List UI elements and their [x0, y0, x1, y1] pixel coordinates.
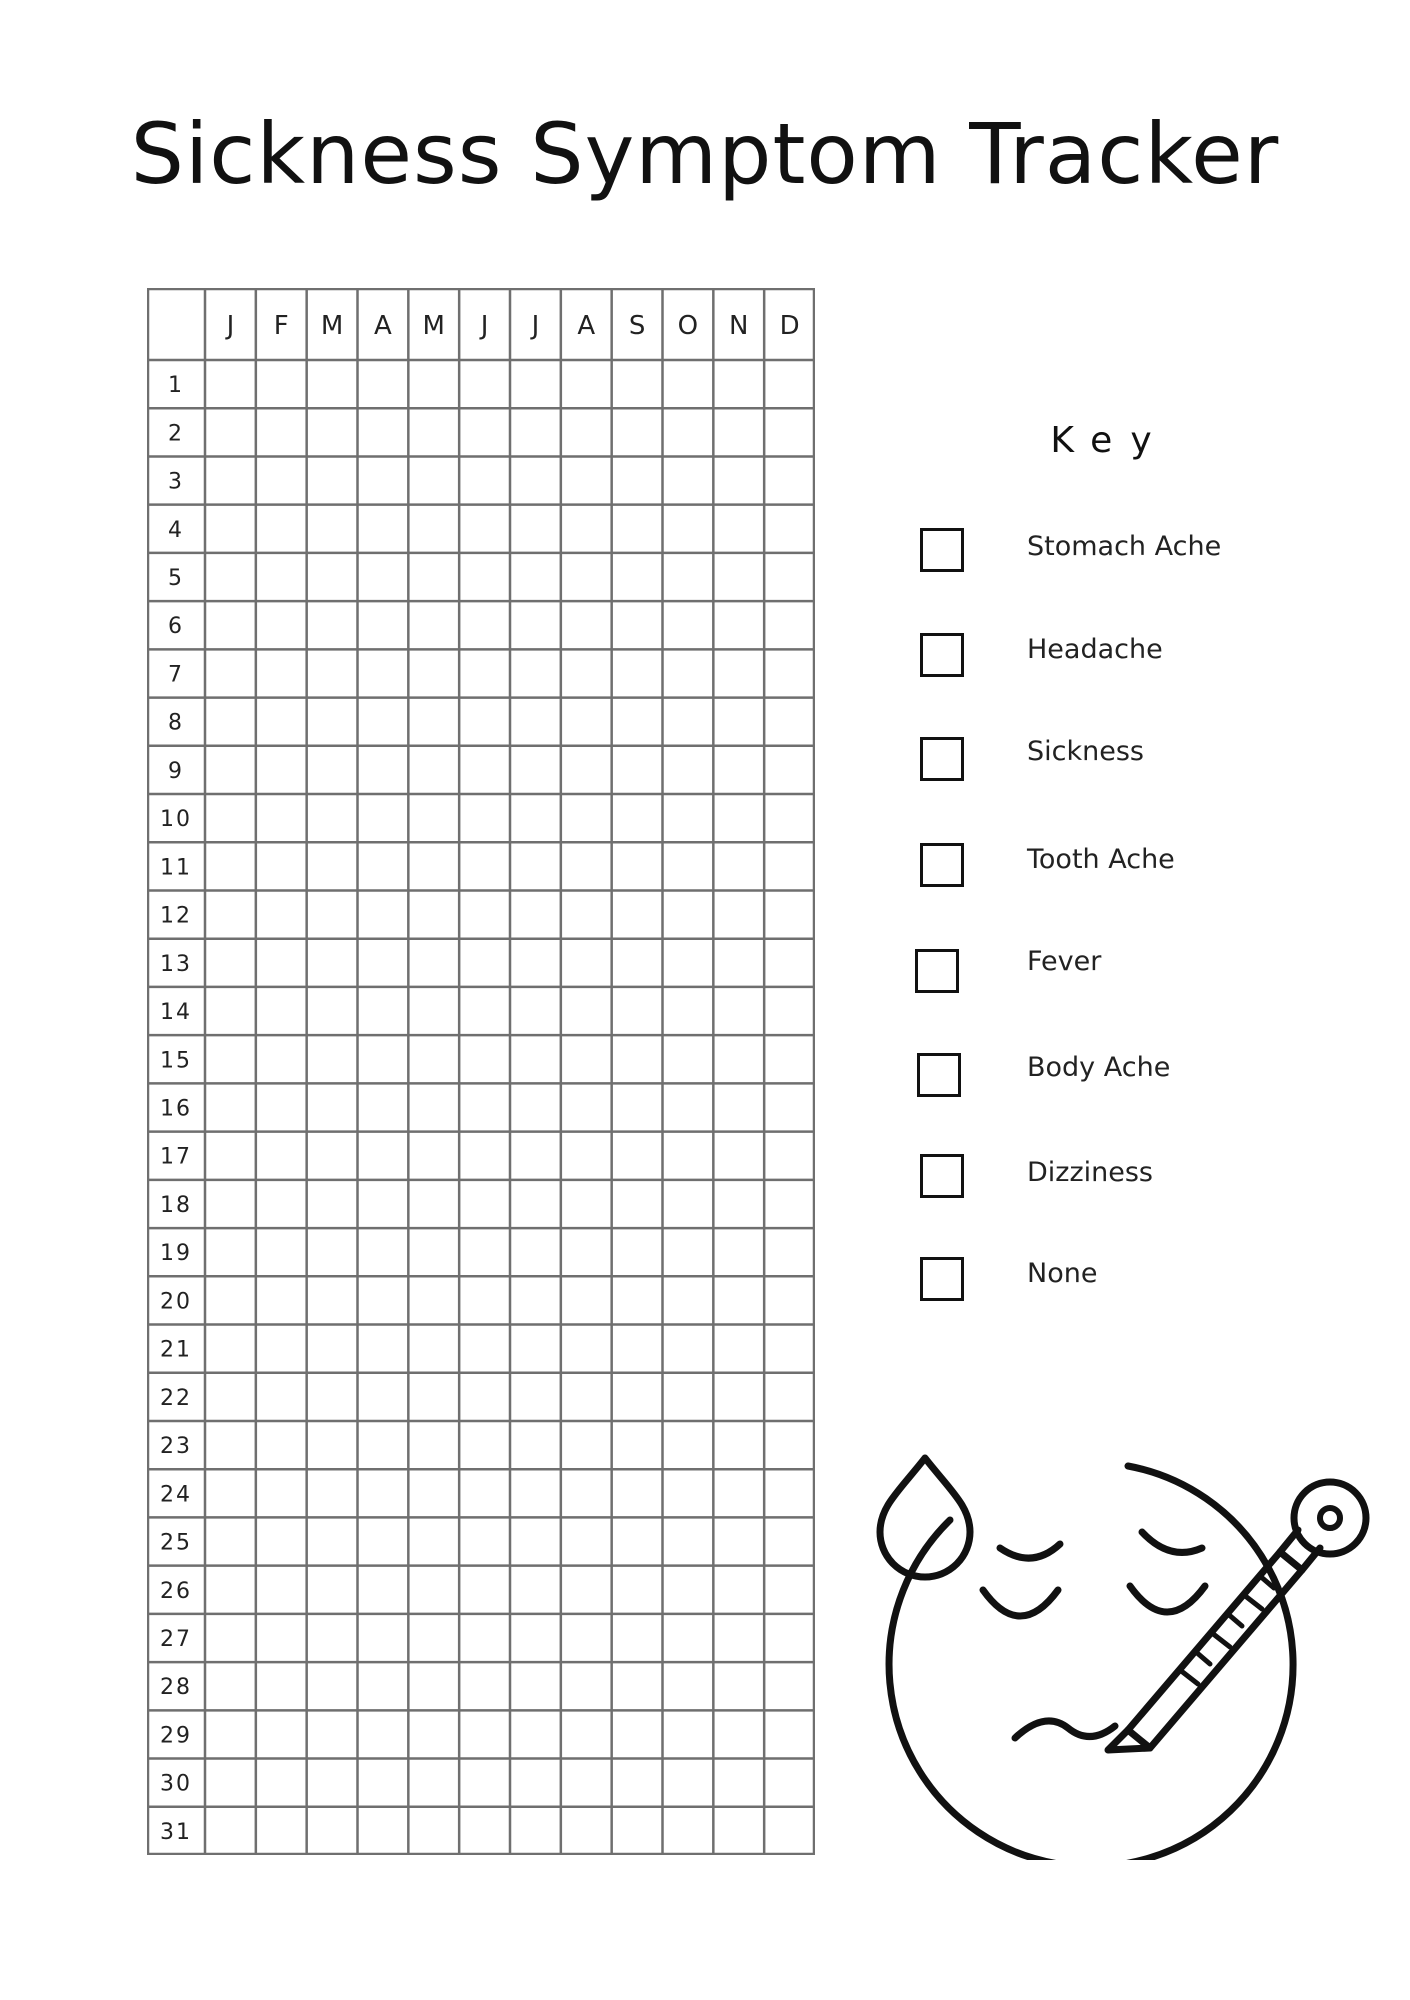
month-header: J: [226, 311, 235, 341]
tracker-cell[interactable]: [256, 1566, 307, 1614]
tracker-cell[interactable]: [307, 456, 358, 504]
day-label: 23: [160, 1434, 192, 1460]
key-item-fever: [0, 946, 1410, 1009]
month-header: M: [320, 311, 344, 341]
tracker-cell[interactable]: [510, 360, 561, 408]
tracker-cell[interactable]: [307, 1614, 358, 1662]
tracker-cell[interactable]: [612, 1662, 663, 1710]
tracker-cell[interactable]: [510, 794, 561, 842]
day-label: 2: [168, 421, 184, 447]
tracker-cell[interactable]: [408, 1566, 459, 1614]
tracker-cell[interactable]: [713, 408, 764, 456]
tracker-cell[interactable]: [459, 1469, 510, 1517]
tracker-cell[interactable]: [764, 1566, 815, 1614]
tracker-cell[interactable]: [205, 1325, 256, 1373]
tracker-cell[interactable]: [358, 794, 409, 842]
tracker-cell[interactable]: [510, 456, 561, 504]
month-header: M: [422, 311, 445, 341]
tracker-cell[interactable]: [663, 1469, 714, 1517]
tracker-cell[interactable]: [764, 1469, 815, 1517]
tracker-cell[interactable]: [205, 360, 256, 408]
tracker-cell[interactable]: [561, 1710, 612, 1758]
tracker-cell[interactable]: [408, 360, 459, 408]
tracker-cell[interactable]: [358, 360, 409, 408]
day-label: 28: [160, 1675, 192, 1701]
tracker-cell[interactable]: [561, 1566, 612, 1614]
tracker-cell[interactable]: [459, 1517, 510, 1565]
key-label: Headache: [1027, 634, 1163, 665]
tracker-cell[interactable]: [205, 408, 256, 456]
day-label: 21: [160, 1337, 192, 1363]
tracker-cell[interactable]: [612, 1421, 663, 1469]
tracker-cell[interactable]: [256, 1710, 307, 1758]
tracker-cell[interactable]: [713, 1662, 764, 1710]
day-label: 31: [160, 1819, 192, 1845]
tracker-cell[interactable]: [663, 1325, 714, 1373]
tracker-cell[interactable]: [459, 1614, 510, 1662]
tracker-cell[interactable]: [663, 1662, 714, 1710]
tracker-cell[interactable]: [408, 794, 459, 842]
tracker-cell[interactable]: [764, 1421, 815, 1469]
tracker-cell[interactable]: [663, 456, 714, 504]
tracker-cell[interactable]: [408, 1662, 459, 1710]
tracker-cell[interactable]: [663, 1807, 714, 1855]
tracker-cell[interactable]: [764, 1710, 815, 1758]
key-label: Fever: [1027, 946, 1102, 977]
tracker-cell[interactable]: [307, 1421, 358, 1469]
tracker-cell[interactable]: [459, 1662, 510, 1710]
tracker-cell[interactable]: [256, 1421, 307, 1469]
tracker-cell[interactable]: [307, 408, 358, 456]
tracker-cell[interactable]: [459, 1325, 510, 1373]
tracker-cell[interactable]: [561, 360, 612, 408]
tracker-cell[interactable]: [307, 1807, 358, 1855]
day-label: 17: [160, 1144, 192, 1170]
tracker-cell[interactable]: [764, 1373, 815, 1421]
month-header: J: [480, 311, 489, 341]
tracker-cell[interactable]: [205, 1421, 256, 1469]
tracker-cell[interactable]: [307, 1469, 358, 1517]
key-item-dizziness: [0, 1154, 1410, 1214]
tracker-cell[interactable]: [408, 1710, 459, 1758]
tracker-cell[interactable]: [663, 1566, 714, 1614]
tracker-cell[interactable]: [510, 1325, 561, 1373]
tracker-cell[interactable]: [612, 1469, 663, 1517]
tracker-cell[interactable]: [713, 1566, 764, 1614]
tracker-cell[interactable]: [612, 408, 663, 456]
key-checkbox[interactable]: [920, 843, 964, 887]
day-label: 4: [168, 517, 184, 543]
tracker-cell[interactable]: [205, 1614, 256, 1662]
tracker-cell[interactable]: [358, 1373, 409, 1421]
tracker-cell[interactable]: [205, 1517, 256, 1565]
sweat-drop-icon: [880, 1458, 970, 1577]
day-label: 14: [160, 1000, 192, 1026]
day-label: 27: [160, 1626, 192, 1652]
day-label: 29: [160, 1723, 192, 1749]
sick-face-with-thermometer-icon: [860, 1420, 1380, 1860]
tracker-cell[interactable]: [713, 1469, 764, 1517]
key-checkbox[interactable]: [915, 949, 959, 993]
tracker-cell[interactable]: [205, 1373, 256, 1421]
tracker-cell[interactable]: [561, 1421, 612, 1469]
tracker-cell[interactable]: [205, 1807, 256, 1855]
tracker-cell[interactable]: [358, 408, 409, 456]
tracker-cell[interactable]: [713, 1759, 764, 1807]
key-item-stomach-ache: [0, 528, 1410, 588]
day-label: 11: [160, 855, 192, 881]
day-label: 16: [160, 1096, 192, 1122]
tracker-cell[interactable]: [256, 1517, 307, 1565]
tracker-cell[interactable]: [459, 1759, 510, 1807]
tracker-cell[interactable]: [612, 1614, 663, 1662]
tracker-cell[interactable]: [612, 1325, 663, 1373]
tracker-cell[interactable]: [764, 1662, 815, 1710]
tracker-cell[interactable]: [510, 408, 561, 456]
tracker-cell[interactable]: [256, 1759, 307, 1807]
tracker-cell[interactable]: [205, 1566, 256, 1614]
tracker-cell[interactable]: [408, 1759, 459, 1807]
tracker-cell[interactable]: [663, 794, 714, 842]
tracker-cell[interactable]: [358, 1614, 409, 1662]
tracker-cell[interactable]: [713, 1325, 764, 1373]
tracker-cell[interactable]: [764, 1325, 815, 1373]
key-label: Stomach Ache: [1027, 531, 1222, 562]
tracker-cell[interactable]: [205, 456, 256, 504]
tracker-cell[interactable]: [358, 1517, 409, 1565]
key-title: Key: [1050, 420, 1170, 461]
tracker-cell[interactable]: [510, 1517, 561, 1565]
tracker-cell[interactable]: [510, 1807, 561, 1855]
tracker-cell[interactable]: [459, 1807, 510, 1855]
tracker-cell[interactable]: [307, 1566, 358, 1614]
tracker-cell[interactable]: [713, 1421, 764, 1469]
tracker-cell[interactable]: [663, 1517, 714, 1565]
tracker-cell[interactable]: [358, 1325, 409, 1373]
key-item-none: [0, 1257, 1410, 1317]
tracker-cell[interactable]: [510, 1421, 561, 1469]
month-header: J: [531, 311, 540, 341]
day-label: 12: [160, 903, 192, 929]
day-label: 7: [168, 662, 184, 688]
day-label: 10: [160, 807, 192, 833]
tracker-cell[interactable]: [663, 408, 714, 456]
tracker-cell[interactable]: [713, 1517, 764, 1565]
tracker-cell[interactable]: [256, 1807, 307, 1855]
tracker-cell[interactable]: [612, 1807, 663, 1855]
tracker-cell[interactable]: [713, 456, 764, 504]
day-label: 13: [160, 951, 192, 977]
tracker-cell[interactable]: [408, 1325, 459, 1373]
tracker-cell[interactable]: [358, 1807, 409, 1855]
day-label: 8: [168, 710, 184, 736]
month-header: O: [677, 311, 699, 341]
key-label: Tooth Ache: [1027, 844, 1175, 875]
key-item-headache: [0, 633, 1410, 693]
tracker-cell[interactable]: [256, 794, 307, 842]
tracker-cell[interactable]: [358, 456, 409, 504]
key-item-sickness: [0, 737, 1410, 797]
day-label: 9: [168, 758, 184, 784]
tracker-cell[interactable]: [561, 1373, 612, 1421]
tracker-cell[interactable]: [256, 1373, 307, 1421]
tracker-cell[interactable]: [510, 1373, 561, 1421]
tracker-cell[interactable]: [459, 1373, 510, 1421]
tracker-cell[interactable]: [408, 1807, 459, 1855]
tracker-cell[interactable]: [510, 1566, 561, 1614]
tracker-cell[interactable]: [358, 1710, 409, 1758]
day-label: 18: [160, 1192, 192, 1218]
tracker-cell[interactable]: [307, 1373, 358, 1421]
tracker-cell[interactable]: [764, 1759, 815, 1807]
key-item-body-ache: [0, 1053, 1410, 1113]
tracker-cell[interactable]: [561, 1517, 612, 1565]
tracker-cell[interactable]: [764, 1517, 815, 1565]
tracker-cell[interactable]: [764, 1614, 815, 1662]
tracker-cell[interactable]: [612, 794, 663, 842]
tracker-cell[interactable]: [612, 1566, 663, 1614]
tracker-cell[interactable]: [561, 1807, 612, 1855]
tracker-cell[interactable]: [663, 1710, 714, 1758]
day-label: 30: [160, 1771, 192, 1797]
tracker-cell[interactable]: [663, 1421, 714, 1469]
tracker-cell[interactable]: [459, 456, 510, 504]
tracker-cell[interactable]: [510, 1710, 561, 1758]
key-item-tooth-ache: [0, 843, 1410, 903]
tracker-cell[interactable]: [663, 1759, 714, 1807]
tracker-cell[interactable]: [459, 1421, 510, 1469]
tracker-cell[interactable]: [307, 794, 358, 842]
tracker-cell[interactable]: [307, 360, 358, 408]
tracker-cell[interactable]: [612, 456, 663, 504]
tracker-cell[interactable]: [408, 1373, 459, 1421]
month-header: N: [729, 311, 749, 341]
tracker-cell[interactable]: [307, 1759, 358, 1807]
day-label: 19: [160, 1241, 192, 1267]
tracker-cell[interactable]: [358, 1759, 409, 1807]
tracker-cell[interactable]: [358, 1662, 409, 1710]
tracker-cell[interactable]: [561, 456, 612, 504]
tracker-cell[interactable]: [663, 360, 714, 408]
tracker-cell[interactable]: [459, 408, 510, 456]
month-header: A: [374, 311, 392, 341]
tracker-cell[interactable]: [713, 360, 764, 408]
tracker-cell[interactable]: [612, 360, 663, 408]
tracker-cell[interactable]: [205, 1710, 256, 1758]
tracker-cell[interactable]: [408, 408, 459, 456]
key-label: Sickness: [1027, 736, 1144, 767]
tracker-cell[interactable]: [459, 360, 510, 408]
key-checkbox[interactable]: [920, 528, 964, 572]
tracker-cell[interactable]: [612, 1710, 663, 1758]
tracker-cell[interactable]: [459, 1710, 510, 1758]
tracker-cell[interactable]: [358, 1566, 409, 1614]
tracker-cell[interactable]: [713, 1373, 764, 1421]
key-label: None: [1027, 1258, 1098, 1289]
tracker-cell[interactable]: [713, 1807, 764, 1855]
key-checkbox[interactable]: [920, 737, 964, 781]
tracker-cell[interactable]: [459, 1566, 510, 1614]
tracker-cell[interactable]: [612, 1759, 663, 1807]
day-label: 24: [160, 1482, 192, 1508]
day-label: 3: [168, 469, 184, 495]
tracker-cell[interactable]: [510, 1662, 561, 1710]
key-label: Dizziness: [1027, 1157, 1153, 1188]
tracker-cell[interactable]: [764, 408, 815, 456]
tracker-cell[interactable]: [307, 1710, 358, 1758]
tracker-cell[interactable]: [713, 1614, 764, 1662]
tracker-cell[interactable]: [561, 1759, 612, 1807]
day-label: 15: [160, 1048, 192, 1074]
tracker-cell[interactable]: [612, 1373, 663, 1421]
month-header: S: [628, 311, 646, 341]
tracker-cell[interactable]: [256, 1614, 307, 1662]
month-header: F: [273, 311, 289, 341]
tracker-cell[interactable]: [408, 1517, 459, 1565]
tracker-cell[interactable]: [358, 1469, 409, 1517]
key-checkbox[interactable]: [920, 633, 964, 677]
tracker-cell[interactable]: [561, 1325, 612, 1373]
tracker-cell[interactable]: [307, 1517, 358, 1565]
tracker-cell[interactable]: [612, 1517, 663, 1565]
tracker-cell[interactable]: [459, 794, 510, 842]
tracker-cell[interactable]: [764, 794, 815, 842]
tracker-cell[interactable]: [408, 1421, 459, 1469]
tracker-cell[interactable]: [764, 456, 815, 504]
day-label: 25: [160, 1530, 192, 1556]
tracker-cell[interactable]: [561, 794, 612, 842]
tracker-cell[interactable]: [408, 1469, 459, 1517]
tracker-cell[interactable]: [713, 794, 764, 842]
day-label: 20: [160, 1289, 192, 1315]
key-checkbox[interactable]: [920, 1154, 964, 1198]
tracker-cell[interactable]: [764, 1807, 815, 1855]
key-checkbox[interactable]: [917, 1053, 961, 1097]
tracker-cell[interactable]: [510, 1614, 561, 1662]
page-title: Sickness Symptom Tracker: [130, 105, 1280, 203]
month-header: D: [779, 311, 800, 341]
tracker-cell[interactable]: [663, 1614, 714, 1662]
tracker-cell[interactable]: [256, 360, 307, 408]
tracker-cell[interactable]: [205, 1469, 256, 1517]
tracker-cell[interactable]: [205, 1662, 256, 1710]
tracker-cell[interactable]: [663, 1373, 714, 1421]
day-label: 5: [168, 566, 184, 592]
tracker-cell[interactable]: [561, 1614, 612, 1662]
tracker-cell[interactable]: [256, 1469, 307, 1517]
key-checkbox[interactable]: [920, 1257, 964, 1301]
tracker-cell[interactable]: [205, 794, 256, 842]
tracker-cell[interactable]: [764, 360, 815, 408]
tracker-cell[interactable]: [510, 1469, 561, 1517]
day-label: 22: [160, 1385, 192, 1411]
tracker-cell[interactable]: [307, 1325, 358, 1373]
tracker-cell[interactable]: [205, 1759, 256, 1807]
tracker-cell[interactable]: [561, 408, 612, 456]
tracker-cell[interactable]: [713, 1710, 764, 1758]
day-label: 1: [168, 373, 184, 399]
tracker-cell[interactable]: [256, 408, 307, 456]
month-header: A: [577, 311, 596, 341]
day-label: 26: [160, 1578, 192, 1604]
tracker-cell[interactable]: [307, 1662, 358, 1710]
tracker-cell[interactable]: [561, 1662, 612, 1710]
tracker-cell[interactable]: [358, 1421, 409, 1469]
tracker-cell[interactable]: [256, 456, 307, 504]
tracker-cell[interactable]: [510, 1759, 561, 1807]
tracker-cell[interactable]: [256, 1325, 307, 1373]
tracker-cell[interactable]: [408, 1614, 459, 1662]
tracker-cell[interactable]: [256, 1662, 307, 1710]
tracker-cell[interactable]: [561, 1469, 612, 1517]
key-label: Body Ache: [1027, 1052, 1171, 1083]
day-label: 6: [168, 614, 184, 640]
tracker-cell[interactable]: [408, 456, 459, 504]
